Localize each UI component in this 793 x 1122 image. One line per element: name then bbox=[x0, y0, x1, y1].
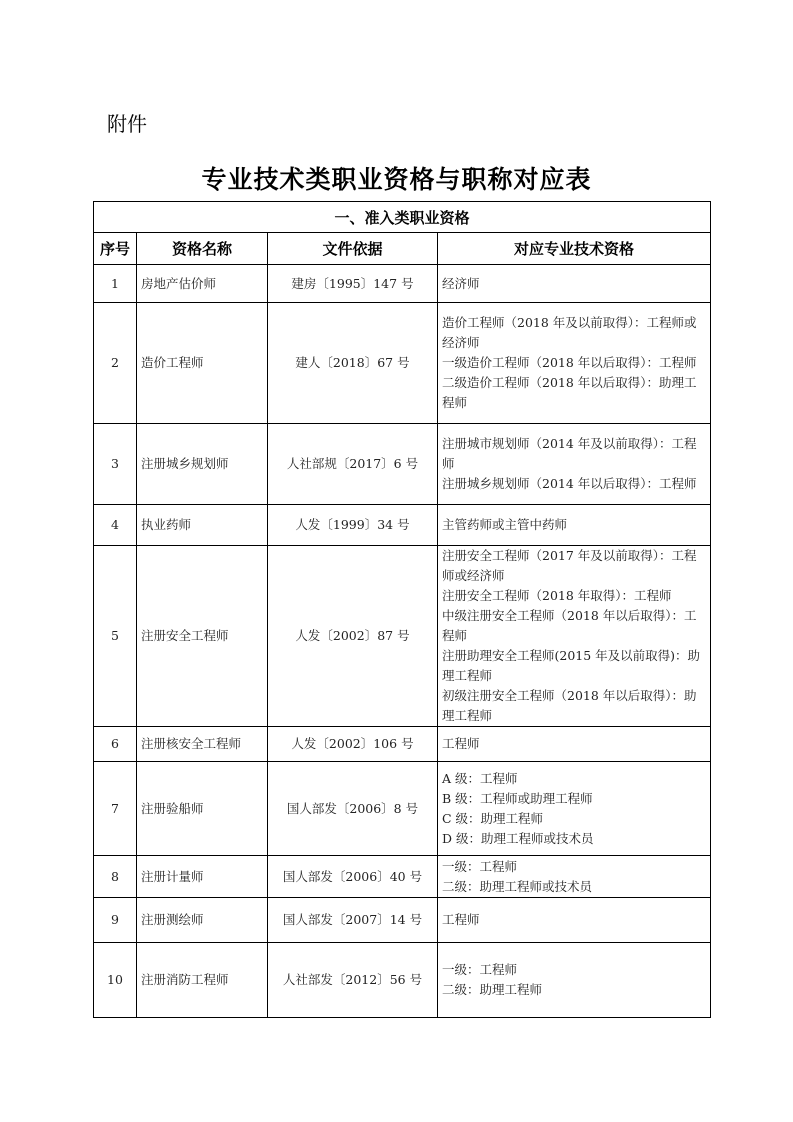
row-number: 9 bbox=[94, 898, 137, 943]
document-title: 专业技术类职业资格与职称对应表 bbox=[201, 165, 592, 194]
corresponding-title-line: 初级注册安全工程师（2018 年以后取得）：助理工程师 bbox=[442, 688, 697, 723]
table-row bbox=[94, 856, 711, 898]
document-basis: 人发〔2002〕106 号 bbox=[268, 727, 438, 762]
corresponding-title-line: D 级：助理工程师或技术员 bbox=[442, 830, 594, 846]
row-number: 1 bbox=[94, 265, 137, 303]
row-number: 10 bbox=[94, 943, 137, 1018]
table-row bbox=[94, 303, 711, 424]
column-header-name: 资格名称 bbox=[137, 233, 268, 265]
qualification-name: 注册城乡规划师 bbox=[137, 424, 268, 505]
qualification-name: 房地产估价师 bbox=[137, 265, 268, 303]
qualification-name: 注册消防工程师 bbox=[137, 943, 268, 1018]
corresponding-title-line: 一级造价工程师（2018 年以后取得）：工程师 bbox=[442, 355, 697, 370]
corresponding-title-cell bbox=[438, 762, 711, 856]
column-header-qualification: 对应专业技术资格 bbox=[438, 233, 711, 265]
document-basis: 国人部发〔2006〕40 号 bbox=[268, 856, 438, 898]
corresponding-title-line: 一级：工程师 bbox=[442, 858, 518, 874]
qualification-name: 注册核安全工程师 bbox=[137, 727, 268, 762]
corresponding-title-cell bbox=[438, 424, 711, 505]
document-basis: 人社部发〔2012〕56 号 bbox=[268, 943, 438, 1018]
corresponding-title-line: 中级注册安全工程师（2018 年以后取得）：工程师 bbox=[442, 608, 697, 643]
corresponding-title-cell bbox=[438, 265, 711, 303]
corresponding-title-line: 二级造价工程师（2018 年以后取得）：助理工程师 bbox=[442, 375, 697, 410]
corresponding-title-line: C 级：助理工程师 bbox=[442, 810, 544, 826]
corresponding-title-cell bbox=[438, 546, 711, 727]
table-row bbox=[94, 898, 711, 943]
row-number: 8 bbox=[94, 856, 137, 898]
corresponding-title-line: 注册安全工程师（2018 年取得）：工程师 bbox=[442, 588, 672, 603]
qualification-name: 造价工程师 bbox=[137, 303, 268, 424]
column-header-no: 序号 bbox=[94, 233, 137, 265]
table-row bbox=[94, 943, 711, 1018]
corresponding-title-line: 注册安全工程师（2017 年及以前取得）：工程师或经济师 bbox=[442, 548, 697, 583]
corresponding-title-line: 二级：助理工程师或技术员 bbox=[442, 878, 593, 894]
corresponding-title-line: 一级：工程师 bbox=[442, 962, 518, 977]
qualification-name: 执业药师 bbox=[137, 505, 268, 546]
corresponding-title-line: 注册城乡规划师（2014 年以后取得）：工程师 bbox=[442, 476, 697, 491]
qualification-name: 注册安全工程师 bbox=[137, 546, 268, 727]
document-basis: 建人〔2018〕67 号 bbox=[268, 303, 438, 424]
document-basis: 人发〔2002〕87 号 bbox=[268, 546, 438, 727]
row-number: 7 bbox=[94, 762, 137, 856]
qualification-name: 注册验船师 bbox=[137, 762, 268, 856]
row-number: 2 bbox=[94, 303, 137, 424]
table-row bbox=[94, 762, 711, 856]
corresponding-title-line: 二级：助理工程师 bbox=[442, 982, 543, 997]
row-number: 6 bbox=[94, 727, 137, 762]
corresponding-title-line: B 级：工程师或助理工程师 bbox=[442, 790, 593, 806]
qualification-name: 注册测绘师 bbox=[137, 898, 268, 943]
corresponding-title-line: 注册助理安全工程师(2015 年及以前取得)：助理工程师 bbox=[442, 648, 701, 683]
table-row bbox=[94, 265, 711, 303]
section-title: 一、准入类职业资格 bbox=[94, 202, 711, 233]
document-basis: 国人部发〔2006〕8 号 bbox=[268, 762, 438, 856]
document-basis: 人社部规〔2017〕6 号 bbox=[268, 424, 438, 505]
corresponding-title-line: 工程师 bbox=[442, 912, 480, 927]
corresponding-title-line: A 级：工程师 bbox=[442, 770, 518, 786]
corresponding-title-cell bbox=[438, 943, 711, 1018]
corresponding-title-line: 主管药师或主管中药师 bbox=[442, 517, 568, 532]
document-basis: 国人部发〔2007〕14 号 bbox=[268, 898, 438, 943]
row-number: 3 bbox=[94, 424, 137, 505]
table-row bbox=[94, 424, 711, 505]
corresponding-title-cell bbox=[438, 505, 711, 546]
corresponding-title-line: 造价工程师（2018 年及以前取得）：工程师或经济师 bbox=[442, 315, 697, 350]
row-number: 5 bbox=[94, 546, 137, 727]
table-row bbox=[94, 505, 711, 546]
corresponding-title-line: 工程师 bbox=[442, 736, 480, 751]
table-row bbox=[94, 727, 711, 762]
qualification-name: 注册计量师 bbox=[137, 856, 268, 898]
column-header-basis: 文件依据 bbox=[268, 233, 438, 265]
corresponding-title-line: 注册城市规划师（2014 年及以前取得）：工程师 bbox=[442, 436, 697, 471]
corresponding-title-cell bbox=[438, 303, 711, 424]
document-basis: 建房〔1995〕147 号 bbox=[268, 265, 438, 303]
corresponding-title-cell bbox=[438, 898, 711, 943]
document-basis: 人发〔1999〕34 号 bbox=[268, 505, 438, 546]
qualification-table bbox=[93, 201, 711, 1018]
corresponding-title-cell bbox=[438, 856, 711, 898]
corresponding-title-cell bbox=[438, 727, 711, 762]
table-row bbox=[94, 546, 711, 727]
attachment-label: 附件 bbox=[107, 112, 147, 136]
corresponding-title-line: 经济师 bbox=[442, 275, 480, 291]
row-number: 4 bbox=[94, 505, 137, 546]
